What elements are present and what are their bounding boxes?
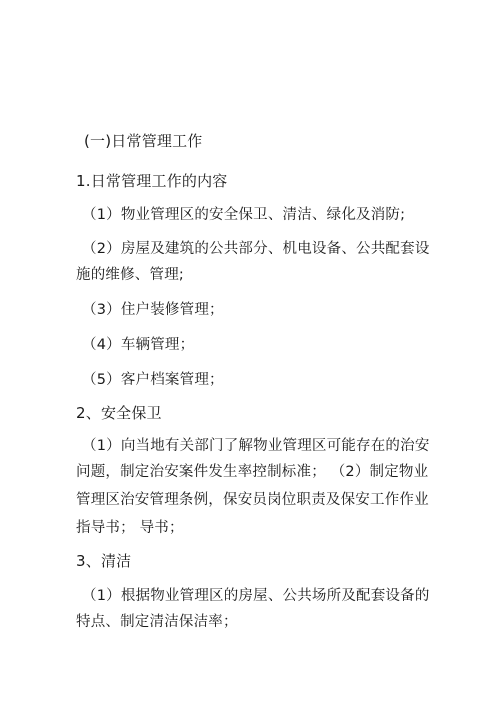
paragraph-2-line-3: 管理区治安管理条例，保安员岗位职责及保安工作作业 bbox=[76, 492, 429, 508]
paragraph-2-line-2: 问题，制定治安案件发生率控制标准； （2）制定物业 bbox=[76, 464, 429, 480]
list-item-1-1: （1）物业管理区的安全保卫、清洁、绿化及消防; bbox=[82, 207, 406, 223]
list-item-1-2-line-1: （2）房屋及建筑的公共部分、机电设备、公共配套设 bbox=[82, 241, 430, 257]
paragraph-3-line-2: 特点、制定清洁保洁率； bbox=[76, 614, 238, 630]
paragraph-2-line-4: 指导书； 导书； bbox=[76, 520, 184, 536]
subsection-2-title: 2、安全保卫 bbox=[76, 404, 162, 422]
section-title: (一)日常管理工作 bbox=[84, 132, 203, 150]
paragraph-3-line-1: （1）根据物业管理区的房屋、公共场所及配套设备的 bbox=[82, 588, 430, 604]
list-item-1-5: （5）客户档案管理； bbox=[82, 372, 224, 388]
subsection-3-title: 3、清洁 bbox=[76, 552, 132, 570]
paragraph-2-line-1: （1）向当地有关部门了解物业管理区可能存在的治安 bbox=[82, 438, 430, 454]
list-item-1-4: （4）车辆管理； bbox=[82, 337, 195, 353]
list-item-1-3: （3）住户装修管理； bbox=[82, 302, 224, 318]
subsection-1-title: 1.日常管理工作的内容 bbox=[76, 172, 228, 190]
list-item-1-2-line-2: 施的维修、管理; bbox=[76, 267, 184, 283]
